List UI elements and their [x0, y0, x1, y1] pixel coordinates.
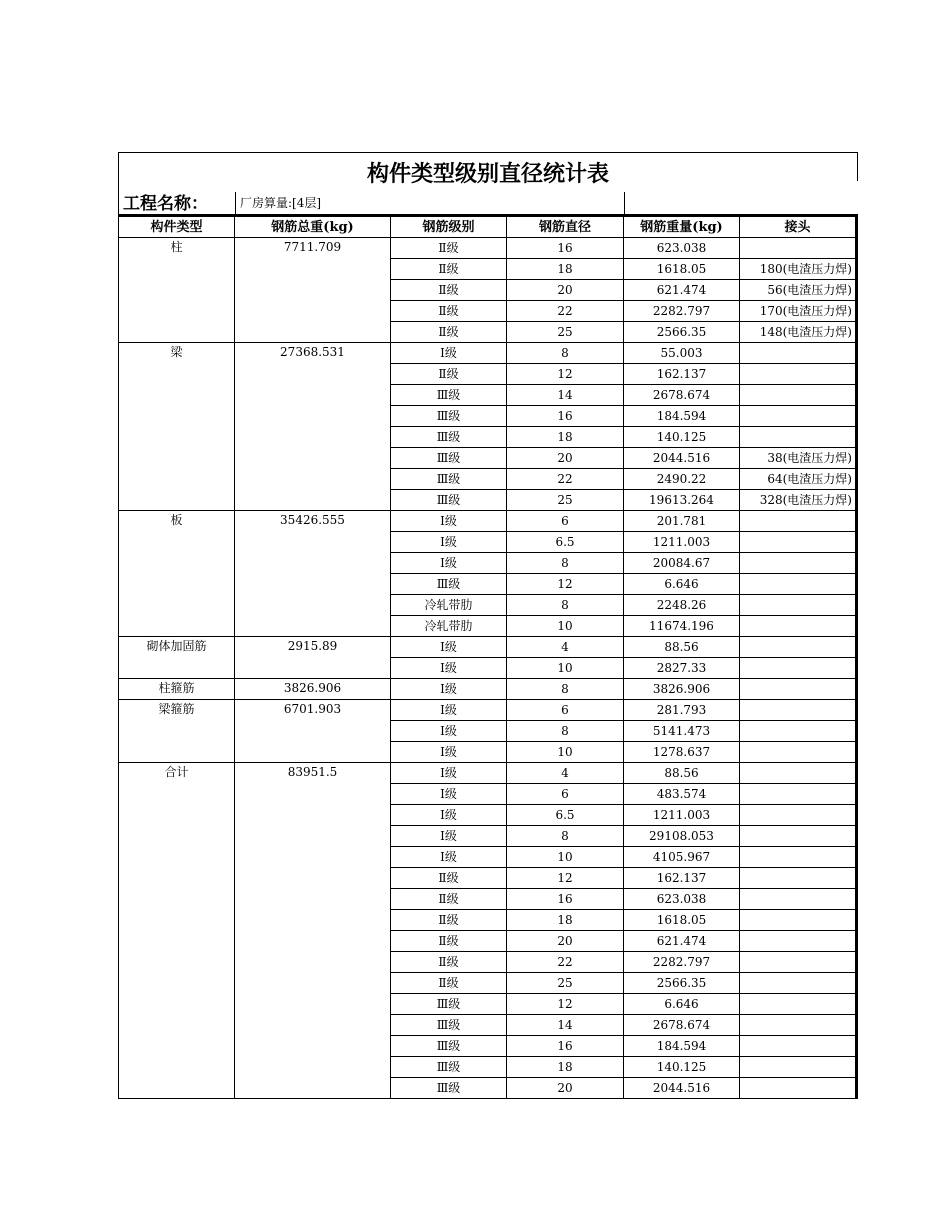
- grade-cell[interactable]: Ⅱ级: [391, 301, 507, 322]
- diameter-cell[interactable]: 25: [507, 973, 624, 994]
- diameter-cell[interactable]: 6.5: [507, 805, 624, 826]
- project-name-cell[interactable]: [235, 192, 625, 214]
- header-member-type: 构件类型: [119, 216, 235, 238]
- total-weight-cell[interactable]: 2915.89: [235, 637, 391, 679]
- table-row: [119, 700, 857, 721]
- weight-cell[interactable]: 621.474: [624, 280, 740, 301]
- weight-cell[interactable]: 162.137: [624, 868, 740, 889]
- joint-cell[interactable]: 170(电渣压力焊): [740, 301, 857, 322]
- weight-cell[interactable]: 184.594: [624, 1036, 740, 1057]
- grade-cell[interactable]: Ⅲ级: [391, 574, 507, 595]
- joint-cell[interactable]: 180(电渣压力焊): [740, 259, 857, 280]
- grade-cell[interactable]: Ⅱ级: [391, 238, 507, 259]
- joint-cell[interactable]: [740, 784, 857, 805]
- grade-cell[interactable]: Ⅱ级: [391, 364, 507, 385]
- grade-cell[interactable]: Ⅲ级: [391, 1078, 507, 1099]
- joint-cell[interactable]: [740, 553, 857, 574]
- diameter-cell[interactable]: 16: [507, 406, 624, 427]
- diameter-cell[interactable]: 6: [507, 511, 624, 532]
- grade-cell[interactable]: Ⅱ级: [391, 868, 507, 889]
- header-weight: 钢筋重量(kg): [624, 216, 740, 238]
- rebar-table: [118, 214, 858, 1099]
- diameter-cell[interactable]: 4: [507, 637, 624, 658]
- weight-cell[interactable]: 11674.196: [624, 616, 740, 637]
- diameter-cell[interactable]: 20: [507, 931, 624, 952]
- grade-cell[interactable]: Ⅰ级: [391, 721, 507, 742]
- total-weight-cell[interactable]: 6701.903: [235, 700, 391, 763]
- joint-cell[interactable]: [740, 868, 857, 889]
- total-weight-cell[interactable]: 3826.906: [235, 679, 391, 700]
- diameter-cell[interactable]: 8: [507, 721, 624, 742]
- member-type-cell[interactable]: 板: [119, 511, 235, 637]
- diameter-cell[interactable]: 12: [507, 574, 624, 595]
- table-row: [119, 679, 857, 700]
- weight-cell[interactable]: 2044.516: [624, 448, 740, 469]
- grade-cell[interactable]: Ⅱ级: [391, 322, 507, 343]
- grade-cell[interactable]: Ⅰ级: [391, 532, 507, 553]
- joint-cell[interactable]: [740, 658, 857, 679]
- grade-cell[interactable]: Ⅱ级: [391, 259, 507, 280]
- grade-cell[interactable]: Ⅱ级: [391, 889, 507, 910]
- diameter-cell[interactable]: 8: [507, 553, 624, 574]
- weight-cell[interactable]: 1278.637: [624, 742, 740, 763]
- total-weight-cell[interactable]: 35426.555: [235, 511, 391, 637]
- total-weight-cell[interactable]: 7711.709: [235, 238, 391, 343]
- joint-cell[interactable]: [740, 826, 857, 847]
- grade-cell[interactable]: Ⅱ级: [391, 952, 507, 973]
- weight-cell[interactable]: 88.56: [624, 763, 740, 784]
- header-diameter: 钢筋直径: [507, 216, 624, 238]
- diameter-cell[interactable]: 8: [507, 595, 624, 616]
- grade-cell[interactable]: Ⅰ级: [391, 784, 507, 805]
- weight-cell[interactable]: 19613.264: [624, 490, 740, 511]
- grade-cell[interactable]: 冷轧带肋: [391, 616, 507, 637]
- sheet-title-text: 构件类型级别直径统计表: [366, 161, 609, 187]
- weight-cell[interactable]: 2248.26: [624, 595, 740, 616]
- total-weight-cell[interactable]: 83951.5: [235, 763, 391, 1099]
- joint-cell[interactable]: [740, 511, 857, 532]
- diameter-cell[interactable]: 18: [507, 910, 624, 931]
- joint-cell[interactable]: [740, 532, 857, 553]
- joint-cell[interactable]: [740, 679, 857, 700]
- joint-cell[interactable]: [740, 364, 857, 385]
- project-row: [118, 192, 858, 214]
- diameter-cell[interactable]: 22: [507, 301, 624, 322]
- grade-cell[interactable]: Ⅲ级: [391, 1015, 507, 1036]
- grade-cell[interactable]: Ⅰ级: [391, 763, 507, 784]
- joint-cell[interactable]: 148(电渣压力焊): [740, 322, 857, 343]
- diameter-cell[interactable]: 25: [507, 490, 624, 511]
- joint-cell[interactable]: 38(电渣压力焊): [740, 448, 857, 469]
- joint-cell[interactable]: [740, 994, 857, 1015]
- grade-cell[interactable]: Ⅰ级: [391, 679, 507, 700]
- weight-cell[interactable]: 184.594: [624, 406, 740, 427]
- member-type-cell[interactable]: 梁: [119, 343, 235, 511]
- weight-cell[interactable]: 1618.05: [624, 259, 740, 280]
- joint-cell[interactable]: [740, 595, 857, 616]
- table-row: [119, 637, 857, 658]
- weight-cell[interactable]: 1211.003: [624, 805, 740, 826]
- grade-cell[interactable]: Ⅲ级: [391, 994, 507, 1015]
- diameter-cell[interactable]: 14: [507, 385, 624, 406]
- weight-cell[interactable]: 5141.473: [624, 721, 740, 742]
- joint-cell[interactable]: [740, 721, 857, 742]
- grade-cell[interactable]: Ⅰ级: [391, 805, 507, 826]
- joint-cell[interactable]: [740, 889, 857, 910]
- grade-cell[interactable]: Ⅲ级: [391, 385, 507, 406]
- weight-cell[interactable]: 140.125: [624, 1057, 740, 1078]
- weight-cell[interactable]: 88.56: [624, 637, 740, 658]
- diameter-cell[interactable]: 12: [507, 364, 624, 385]
- diameter-cell[interactable]: 20: [507, 448, 624, 469]
- joint-cell[interactable]: [740, 427, 857, 448]
- weight-cell[interactable]: 55.003: [624, 343, 740, 364]
- weight-cell[interactable]: 2678.674: [624, 385, 740, 406]
- total-weight-cell[interactable]: 27368.531: [235, 343, 391, 511]
- member-type-cell[interactable]: 柱箍筋: [119, 679, 235, 700]
- joint-cell[interactable]: [740, 805, 857, 826]
- weight-cell[interactable]: 1211.003: [624, 532, 740, 553]
- weight-cell[interactable]: 201.781: [624, 511, 740, 532]
- diameter-cell[interactable]: 4: [507, 763, 624, 784]
- diameter-cell[interactable]: 22: [507, 952, 624, 973]
- joint-cell[interactable]: [740, 1057, 857, 1078]
- joint-cell[interactable]: [740, 763, 857, 784]
- table-row: [119, 511, 857, 532]
- table-row: [119, 238, 857, 259]
- weight-cell[interactable]: 29108.053: [624, 826, 740, 847]
- joint-cell[interactable]: [740, 406, 857, 427]
- grade-cell[interactable]: Ⅱ级: [391, 910, 507, 931]
- joint-cell[interactable]: [740, 574, 857, 595]
- joint-cell[interactable]: [740, 385, 857, 406]
- weight-cell[interactable]: 2490.22: [624, 469, 740, 490]
- diameter-cell[interactable]: 18: [507, 259, 624, 280]
- grade-cell[interactable]: Ⅰ级: [391, 637, 507, 658]
- diameter-cell[interactable]: 18: [507, 1057, 624, 1078]
- joint-cell[interactable]: [740, 1078, 857, 1099]
- diameter-cell[interactable]: 25: [507, 322, 624, 343]
- diameter-cell[interactable]: 16: [507, 1036, 624, 1057]
- header-total-weight: 钢筋总重(kg): [235, 216, 391, 238]
- diameter-cell[interactable]: 6: [507, 784, 624, 805]
- grade-cell[interactable]: Ⅲ级: [391, 1036, 507, 1057]
- grade-cell[interactable]: Ⅱ级: [391, 931, 507, 952]
- weight-cell[interactable]: 483.574: [624, 784, 740, 805]
- diameter-cell[interactable]: 12: [507, 994, 624, 1015]
- grade-cell[interactable]: Ⅲ级: [391, 427, 507, 448]
- weight-cell[interactable]: 2678.674: [624, 1015, 740, 1036]
- weight-cell[interactable]: 20084.67: [624, 553, 740, 574]
- header-joint: 接头: [740, 216, 857, 238]
- weight-cell[interactable]: 281.793: [624, 700, 740, 721]
- joint-cell[interactable]: [740, 238, 857, 259]
- grade-cell[interactable]: 冷轧带肋: [391, 595, 507, 616]
- joint-cell[interactable]: [740, 847, 857, 868]
- diameter-cell[interactable]: 8: [507, 343, 624, 364]
- diameter-cell[interactable]: 12: [507, 868, 624, 889]
- weight-cell[interactable]: 623.038: [624, 889, 740, 910]
- grade-cell[interactable]: Ⅲ级: [391, 406, 507, 427]
- joint-cell[interactable]: 328(电渣压力焊): [740, 490, 857, 511]
- diameter-cell[interactable]: 8: [507, 679, 624, 700]
- grade-cell[interactable]: Ⅲ级: [391, 469, 507, 490]
- diameter-cell[interactable]: 10: [507, 742, 624, 763]
- diameter-cell[interactable]: 22: [507, 469, 624, 490]
- joint-cell[interactable]: [740, 637, 857, 658]
- member-type-cell[interactable]: 合计: [119, 763, 235, 1099]
- joint-cell[interactable]: [740, 700, 857, 721]
- grade-cell[interactable]: Ⅰ级: [391, 826, 507, 847]
- table-row: [119, 763, 857, 784]
- diameter-cell[interactable]: 16: [507, 889, 624, 910]
- weight-cell[interactable]: 2566.35: [624, 973, 740, 994]
- joint-cell[interactable]: 56(电渣压力焊): [740, 280, 857, 301]
- joint-cell[interactable]: [740, 973, 857, 994]
- joint-cell[interactable]: [740, 1015, 857, 1036]
- diameter-cell[interactable]: 20: [507, 280, 624, 301]
- diameter-cell[interactable]: 10: [507, 616, 624, 637]
- grade-cell[interactable]: Ⅰ级: [391, 847, 507, 868]
- joint-cell[interactable]: [740, 931, 857, 952]
- joint-cell[interactable]: 64(电渣压力焊): [740, 469, 857, 490]
- diameter-cell[interactable]: 14: [507, 1015, 624, 1036]
- grade-cell[interactable]: Ⅲ级: [391, 448, 507, 469]
- weight-cell[interactable]: 2044.516: [624, 1078, 740, 1099]
- grade-cell[interactable]: Ⅰ级: [391, 553, 507, 574]
- table-header-row: [119, 216, 857, 238]
- grade-cell[interactable]: Ⅰ级: [391, 511, 507, 532]
- weight-cell[interactable]: 2827.33: [624, 658, 740, 679]
- member-type-cell[interactable]: 梁箍筋: [119, 700, 235, 763]
- diameter-cell[interactable]: 16: [507, 238, 624, 259]
- grade-cell[interactable]: Ⅰ级: [391, 343, 507, 364]
- diameter-cell[interactable]: 6.5: [507, 532, 624, 553]
- weight-cell[interactable]: 621.474: [624, 931, 740, 952]
- project-label: 工程名称：: [123, 194, 208, 214]
- grade-cell[interactable]: Ⅰ级: [391, 658, 507, 679]
- weight-cell[interactable]: 6.646: [624, 994, 740, 1015]
- member-type-cell[interactable]: 砌体加固筋: [119, 637, 235, 679]
- weight-cell[interactable]: 2566.35: [624, 322, 740, 343]
- grade-cell[interactable]: Ⅰ级: [391, 700, 507, 721]
- diameter-cell[interactable]: 18: [507, 427, 624, 448]
- project-name-value: 厂房算量:[4层]: [240, 196, 322, 210]
- header-grade: 钢筋级别: [391, 216, 507, 238]
- joint-cell[interactable]: [740, 616, 857, 637]
- grade-cell[interactable]: Ⅲ级: [391, 490, 507, 511]
- grade-cell[interactable]: Ⅱ级: [391, 280, 507, 301]
- weight-cell[interactable]: 623.038: [624, 238, 740, 259]
- diameter-cell[interactable]: 10: [507, 847, 624, 868]
- weight-cell[interactable]: 6.646: [624, 574, 740, 595]
- weight-cell[interactable]: 4105.967: [624, 847, 740, 868]
- joint-cell[interactable]: [740, 343, 857, 364]
- joint-cell[interactable]: [740, 1036, 857, 1057]
- table-body: [119, 238, 857, 1099]
- weight-cell[interactable]: 3826.906: [624, 679, 740, 700]
- diameter-cell[interactable]: 6: [507, 700, 624, 721]
- joint-cell[interactable]: [740, 952, 857, 973]
- grade-cell[interactable]: Ⅲ级: [391, 1057, 507, 1078]
- weight-cell[interactable]: 1618.05: [624, 910, 740, 931]
- table-row: [119, 343, 857, 364]
- weight-cell[interactable]: 162.137: [624, 364, 740, 385]
- grade-cell[interactable]: Ⅰ级: [391, 742, 507, 763]
- joint-cell[interactable]: [740, 742, 857, 763]
- sheet-title: [118, 152, 858, 192]
- member-type-cell[interactable]: 柱: [119, 238, 235, 343]
- grade-cell[interactable]: Ⅱ级: [391, 973, 507, 994]
- diameter-cell[interactable]: 10: [507, 658, 624, 679]
- diameter-cell[interactable]: 20: [507, 1078, 624, 1099]
- joint-cell[interactable]: [740, 910, 857, 931]
- diameter-cell[interactable]: 8: [507, 826, 624, 847]
- weight-cell[interactable]: 140.125: [624, 427, 740, 448]
- weight-cell[interactable]: 2282.797: [624, 952, 740, 973]
- statistics-sheet: [118, 152, 858, 1099]
- weight-cell[interactable]: 2282.797: [624, 301, 740, 322]
